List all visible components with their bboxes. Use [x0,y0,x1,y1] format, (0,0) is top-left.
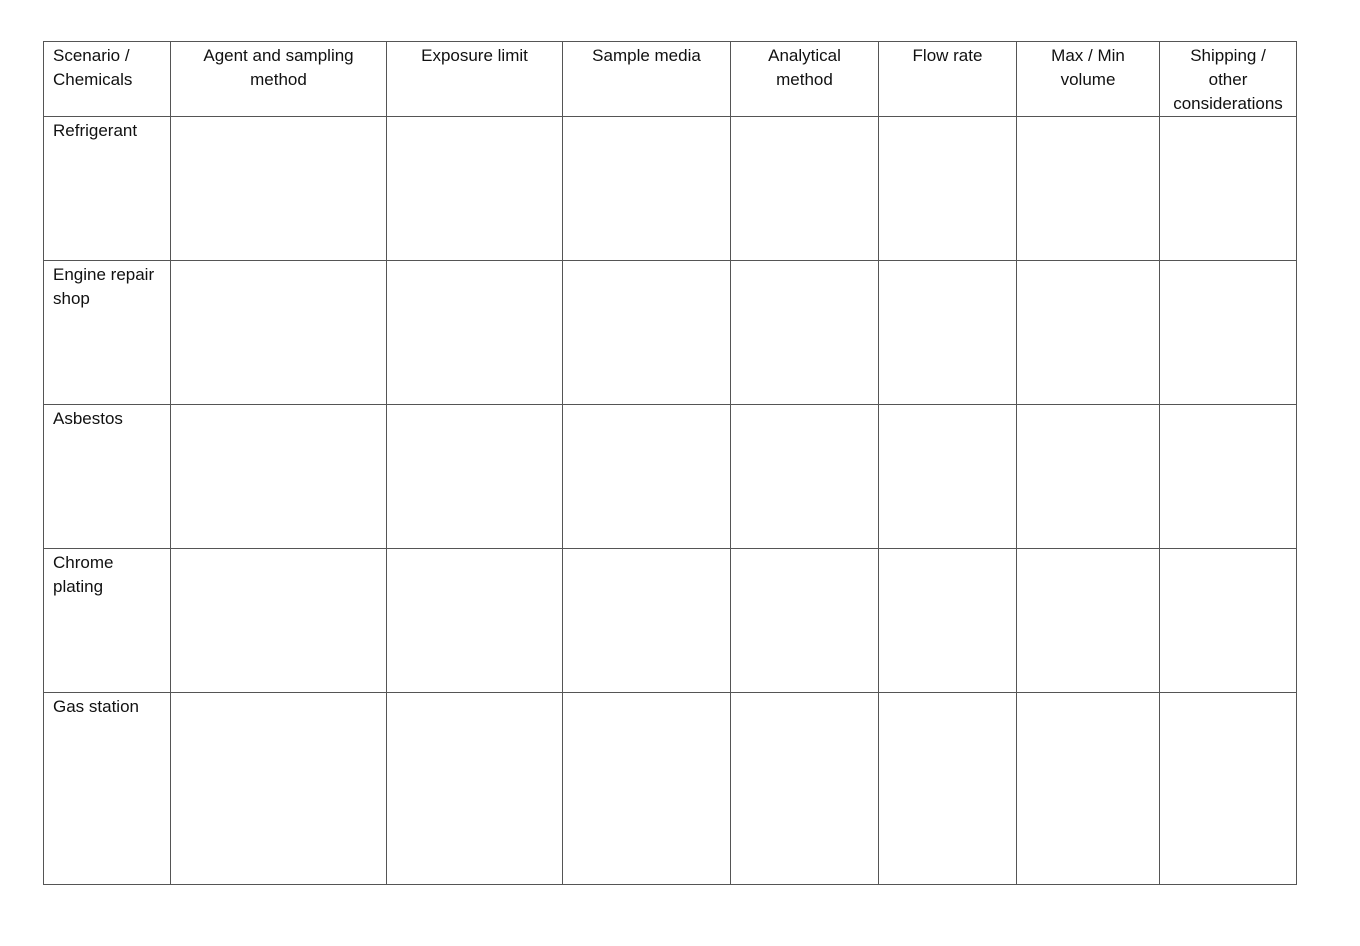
table-row [44,117,1297,261]
empty-cell[interactable] [879,693,1017,885]
scenario-label: Engine repair shop [53,265,155,308]
empty-cell[interactable] [1160,405,1297,549]
empty-cell[interactable] [879,549,1017,693]
sampling-worksheet-table [43,41,1297,885]
empty-cell[interactable] [387,549,563,693]
column-header-agent [171,42,387,117]
empty-cell[interactable] [171,261,387,405]
empty-cell[interactable] [563,261,731,405]
empty-cell[interactable] [387,405,563,549]
column-header-volume [1017,42,1160,117]
empty-cell[interactable] [171,117,387,261]
empty-cell[interactable] [1160,117,1297,261]
empty-cell[interactable] [387,117,563,261]
column-header-shipping [1160,42,1297,117]
empty-cell[interactable] [1017,261,1160,405]
empty-cell[interactable] [1017,549,1160,693]
table-row [44,261,1297,405]
column-header-label: Shipping / other considerations [1173,46,1283,113]
header-row [44,42,1297,117]
empty-cell[interactable] [879,261,1017,405]
empty-cell[interactable] [731,261,879,405]
scenario-cell [44,261,171,405]
column-header-sample-media [563,42,731,117]
empty-cell[interactable] [879,117,1017,261]
empty-cell[interactable] [731,117,879,261]
empty-cell[interactable] [1160,261,1297,405]
empty-cell[interactable] [387,693,563,885]
column-header-scenario [44,42,171,117]
empty-cell[interactable] [1017,405,1160,549]
empty-cell[interactable] [563,405,731,549]
empty-cell[interactable] [563,693,731,885]
empty-cell[interactable] [731,549,879,693]
column-header-label: Analytical method [768,46,841,89]
column-header-label: Exposure limit [421,46,528,65]
empty-cell[interactable] [563,549,731,693]
empty-cell[interactable] [171,693,387,885]
scenario-label: Asbestos [53,409,123,428]
column-header-label: Max / Min volume [1051,46,1125,89]
empty-cell[interactable] [387,261,563,405]
empty-cell[interactable] [879,405,1017,549]
empty-cell[interactable] [731,405,879,549]
column-header-flow-rate [879,42,1017,117]
empty-cell[interactable] [731,693,879,885]
table-row [44,549,1297,693]
column-header-label: Sample media [592,46,701,65]
table-row [44,405,1297,549]
empty-cell[interactable] [1160,693,1297,885]
empty-cell[interactable] [563,117,731,261]
empty-cell[interactable] [1160,549,1297,693]
column-header-label: Scenario / Chemicals [53,46,133,89]
table-row [44,693,1297,885]
scenario-cell [44,549,171,693]
column-header-exposure-limit [387,42,563,117]
empty-cell[interactable] [1017,693,1160,885]
empty-cell[interactable] [171,549,387,693]
scenario-label: Refrigerant [53,121,138,140]
column-header-label: Agent and sampling method [203,46,354,89]
scenario-cell [44,693,171,885]
column-header-label: Flow rate [912,46,983,65]
scenario-cell [44,405,171,549]
column-header-analytical-method [731,42,879,117]
scenario-cell [44,117,171,261]
empty-cell[interactable] [171,405,387,549]
scenario-label: Gas station [53,697,139,716]
scenario-label: Chrome plating [53,553,114,596]
empty-cell[interactable] [1017,117,1160,261]
